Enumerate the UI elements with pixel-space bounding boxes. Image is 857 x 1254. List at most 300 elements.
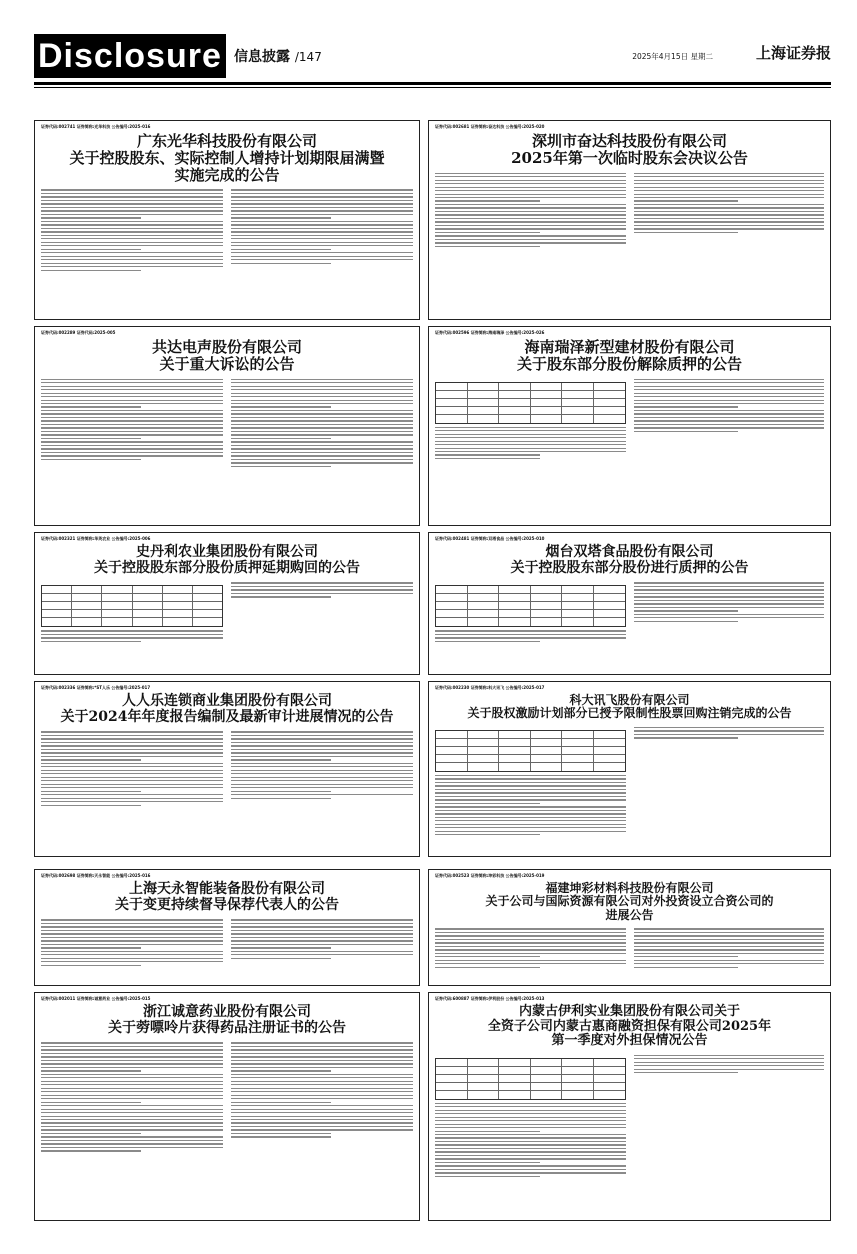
text-line <box>435 242 626 243</box>
text-line <box>41 459 141 460</box>
text-line <box>435 641 540 642</box>
text-line <box>41 784 223 785</box>
text-line <box>435 183 626 184</box>
text-line <box>634 173 825 174</box>
table-cell <box>436 594 468 601</box>
announcement-title-line: 人人乐连锁商业集团股份有限公司 <box>122 693 332 709</box>
text-line <box>435 803 540 804</box>
table-cell <box>562 1059 594 1066</box>
text-line <box>41 263 223 264</box>
text-line <box>41 756 223 757</box>
table-cell <box>562 755 594 762</box>
table-cell <box>193 618 222 626</box>
text-line <box>634 431 739 432</box>
text-line <box>634 953 825 954</box>
text-line <box>435 817 626 818</box>
text-line <box>231 593 413 594</box>
table-cell <box>163 610 193 617</box>
text-line <box>231 434 413 435</box>
text-line <box>41 1102 141 1103</box>
text-line <box>41 1098 223 1099</box>
text-line <box>231 954 413 955</box>
table-cell <box>436 747 468 754</box>
announcement-body <box>435 173 824 250</box>
announcement-title-line: 关于控股股东部分股份进行质押的公告 <box>510 559 749 576</box>
text-line <box>231 438 331 439</box>
text-line <box>634 593 825 594</box>
text-line <box>231 794 413 795</box>
table-cell <box>562 1075 594 1082</box>
text-line <box>41 1116 223 1117</box>
text-line <box>634 403 825 404</box>
text-line <box>231 452 413 453</box>
text-line <box>231 189 413 190</box>
text-line <box>231 742 413 743</box>
text-line <box>435 1120 626 1121</box>
announcement-meta: 证券代码:002289 证券代码:2025-005 <box>41 330 116 335</box>
text-line <box>435 1106 626 1107</box>
announcement-title-line: 内蒙古伊利实业集团股份有限公司关于 <box>518 1004 740 1019</box>
announcement-meta: 证券代码:002523 证券简称:坤彩科技 公告编号:2025-019 <box>435 873 545 878</box>
text-line <box>231 756 413 757</box>
body-column <box>41 919 223 968</box>
disclosure-table <box>435 730 626 772</box>
table-cell <box>531 755 563 762</box>
text-line <box>634 427 825 428</box>
text-line <box>41 1049 223 1050</box>
text-line <box>435 824 626 825</box>
table-cell <box>499 763 531 771</box>
text-line <box>41 1129 223 1130</box>
table-cell <box>499 383 531 390</box>
text-line <box>634 932 825 933</box>
table-row <box>42 618 222 626</box>
text-line <box>41 958 223 959</box>
text-line <box>41 630 223 631</box>
text-line <box>435 637 626 638</box>
text-line <box>41 735 223 736</box>
text-line <box>41 410 223 411</box>
table-cell <box>468 399 500 406</box>
text-line <box>41 448 223 449</box>
table-cell <box>562 763 594 771</box>
text-line <box>231 735 413 736</box>
text-line <box>41 801 223 802</box>
text-line <box>435 218 626 219</box>
text-line <box>231 427 413 428</box>
text-line <box>231 448 413 449</box>
table-cell <box>436 383 468 390</box>
table-cell <box>468 602 500 609</box>
text-line <box>231 1081 413 1082</box>
table-row <box>436 755 625 763</box>
text-line <box>41 441 223 442</box>
text-line <box>41 937 223 938</box>
text-line <box>231 777 413 778</box>
text-line <box>41 1070 141 1071</box>
text-line <box>231 210 413 211</box>
text-line <box>435 634 626 635</box>
text-line <box>231 923 413 924</box>
body-column <box>41 731 223 808</box>
disclosure-table <box>435 585 626 627</box>
table-cell <box>468 747 500 754</box>
announcement-title-line: 关于公司与国际资源有限公司对外投资设立合资公司的 <box>485 894 774 909</box>
text-line <box>231 1053 413 1054</box>
table-cell <box>594 399 625 406</box>
table-cell <box>562 383 594 390</box>
text-line <box>231 749 413 750</box>
table-cell <box>531 731 563 738</box>
table-cell <box>436 407 468 414</box>
table-cell <box>531 594 563 601</box>
table-cell <box>562 731 594 738</box>
text-line <box>435 1127 626 1128</box>
text-line <box>634 382 825 383</box>
text-line <box>41 249 141 250</box>
text-line <box>231 926 413 927</box>
text-line <box>231 393 413 394</box>
text-line <box>435 1113 626 1114</box>
announcement-body <box>41 379 413 470</box>
table-cell <box>594 755 625 762</box>
table-cell <box>562 747 594 754</box>
table-row <box>436 739 625 747</box>
text-line <box>231 947 331 948</box>
text-line <box>41 452 223 453</box>
text-line <box>634 221 825 222</box>
text-line <box>41 947 141 948</box>
text-line <box>41 1063 223 1064</box>
text-line <box>634 1065 825 1066</box>
text-line <box>231 586 413 587</box>
table-cell <box>531 602 563 609</box>
text-line <box>435 778 626 779</box>
text-line <box>634 949 825 950</box>
text-line <box>231 242 413 243</box>
announcement-meta: 证券代码:002741 证券简称:光华科技 公告编号:2025-016 <box>41 124 151 129</box>
text-line <box>231 221 413 222</box>
text-line <box>435 225 626 226</box>
text-line <box>231 424 413 425</box>
text-line <box>41 923 223 924</box>
text-line <box>435 785 626 786</box>
table-row <box>436 586 625 594</box>
text-line <box>41 1109 223 1110</box>
table-cell <box>436 618 468 626</box>
table-cell <box>499 1075 531 1082</box>
table-cell <box>468 415 500 423</box>
text-line <box>231 940 413 941</box>
table-row <box>436 1083 625 1091</box>
text-line <box>435 1158 626 1159</box>
text-line <box>435 434 626 435</box>
body-column <box>634 727 825 838</box>
text-line <box>231 1074 413 1075</box>
text-line <box>231 1046 413 1047</box>
table-cell <box>531 1059 563 1066</box>
text-line <box>41 637 223 638</box>
table-cell <box>499 391 531 398</box>
text-line <box>231 596 331 597</box>
text-line <box>41 386 223 387</box>
text-line <box>231 379 413 380</box>
text-line <box>634 610 739 611</box>
text-line <box>435 834 540 835</box>
text-line <box>41 245 223 246</box>
announcement-title-line: 关于䓖嘌呤片获得药品注册证书的公告 <box>108 1019 346 1036</box>
text-line <box>41 1143 223 1144</box>
table-cell <box>163 586 193 593</box>
text-line <box>435 437 626 438</box>
body-column <box>634 173 825 250</box>
text-line <box>41 805 141 806</box>
table-row <box>42 602 222 610</box>
text-line <box>41 200 223 201</box>
announcement-title-line: 关于2024年年度报告编制及最新审计进展情况的公告 <box>60 708 394 725</box>
text-line <box>435 956 540 957</box>
text-line <box>634 942 825 943</box>
text-line <box>41 238 223 239</box>
text-line <box>435 1103 626 1104</box>
text-line <box>435 820 626 821</box>
table-row <box>436 383 625 391</box>
table-cell <box>436 602 468 609</box>
text-line <box>231 193 413 194</box>
announcement-title <box>41 545 413 576</box>
table-row <box>436 610 625 618</box>
text-line <box>634 621 739 622</box>
table-cell <box>499 1067 531 1074</box>
announcement-title <box>435 545 824 576</box>
text-line <box>41 738 223 739</box>
paper-name: 上海证券报 <box>755 44 831 62</box>
text-line <box>41 951 223 952</box>
text-line <box>231 224 413 225</box>
text-line <box>41 773 223 774</box>
table-cell <box>594 1091 625 1099</box>
text-line <box>634 420 825 421</box>
table-cell <box>562 399 594 406</box>
disclosure-table <box>435 382 626 424</box>
announcement-title-line: 2025年第一次临时股东会决议公告 <box>511 148 748 167</box>
text-line <box>41 930 223 931</box>
text-line <box>231 773 413 774</box>
text-line <box>634 393 825 394</box>
text-line <box>231 951 413 952</box>
text-line <box>231 752 413 753</box>
announcement-meta: 证券代码:002481 证券简称:双塔食品 公告编号:2025-010 <box>435 536 545 541</box>
text-line <box>41 961 223 962</box>
table-cell <box>562 586 594 593</box>
text-line <box>435 180 626 181</box>
table-cell <box>436 399 468 406</box>
text-line <box>634 946 825 947</box>
text-line <box>41 752 223 753</box>
table-cell <box>594 747 625 754</box>
text-line <box>634 396 825 397</box>
table-cell <box>133 586 163 593</box>
section-title <box>234 46 322 66</box>
text-line <box>634 727 825 728</box>
text-line <box>435 942 626 943</box>
table-row <box>436 407 625 415</box>
announcement-title <box>41 694 413 725</box>
announcement-title-line: 科大讯飞股份有限公司 <box>569 693 690 707</box>
body-column <box>435 928 626 970</box>
text-line <box>231 1112 413 1113</box>
text-line <box>231 231 413 232</box>
announcement-title-line: 关于股东部分股份解除质押的公告 <box>516 354 742 373</box>
announcement-title-line: 广东光华科技股份有限公司 <box>136 132 317 150</box>
text-line <box>231 1084 413 1085</box>
text-line <box>41 944 223 945</box>
table-cell <box>42 594 72 601</box>
table-cell <box>72 594 102 601</box>
table-cell <box>436 1059 468 1066</box>
text-line <box>231 1126 413 1127</box>
table-cell <box>436 755 468 762</box>
announcement-body <box>41 582 413 644</box>
table-cell <box>531 618 563 626</box>
text-line <box>41 1056 223 1057</box>
announcement-a12 <box>428 992 831 1221</box>
text-line <box>41 431 223 432</box>
text-line <box>634 737 739 738</box>
text-line <box>435 813 626 814</box>
table-cell <box>72 602 102 609</box>
text-line <box>41 1126 223 1127</box>
announcement-meta: 证券代码:002681 证券简称:奋达科技 公告编号:2025-020 <box>435 124 545 129</box>
text-line <box>435 1117 626 1118</box>
announcement-a10 <box>428 869 831 986</box>
announcement-title-line: 关于变更持续督导保荐代表人的公告 <box>115 896 339 913</box>
text-line <box>435 949 626 950</box>
text-line <box>231 738 413 739</box>
table-cell <box>436 763 468 771</box>
text-line <box>41 196 223 197</box>
table-cell <box>594 1075 625 1082</box>
text-line <box>435 1144 626 1145</box>
text-line <box>231 217 331 218</box>
announcement-body <box>41 189 413 273</box>
body-column <box>41 189 223 273</box>
text-line <box>41 1095 223 1096</box>
text-line <box>41 1105 223 1106</box>
body-column <box>231 919 413 968</box>
text-line <box>231 787 413 788</box>
table-row <box>436 618 625 626</box>
table-cell <box>468 383 500 390</box>
text-line <box>435 789 626 790</box>
text-line <box>435 176 626 177</box>
text-line <box>634 607 825 608</box>
text-line <box>231 417 413 418</box>
table-cell <box>499 602 531 609</box>
text-line <box>435 960 626 961</box>
announcement-title <box>41 1005 413 1036</box>
text-line <box>41 396 223 397</box>
announcement-a2 <box>428 120 831 320</box>
announcement-title-line: 关于控股股东、实际控制人增持计划期限届满暨 <box>69 148 385 167</box>
text-line <box>435 963 626 964</box>
text-line <box>634 218 825 219</box>
text-line <box>435 207 626 208</box>
table-cell <box>594 594 625 601</box>
text-line <box>634 389 825 390</box>
text-line <box>231 919 413 920</box>
announcement-a5 <box>34 532 420 675</box>
announcement-title-line: 关于股权激励计划部分已授予限制性股票回购注销完成的公告 <box>467 706 792 721</box>
table-cell <box>594 586 625 593</box>
table-cell <box>468 1083 500 1090</box>
text-line <box>41 259 223 260</box>
text-line <box>634 204 825 205</box>
text-line <box>231 420 413 421</box>
announcement-meta: 证券代码:002230 证券简称:科大讯飞 公告编号:2025-017 <box>435 685 545 690</box>
disclosure-table <box>435 1058 626 1100</box>
text-line <box>41 455 223 456</box>
text-line <box>231 930 413 931</box>
text-line <box>435 1172 626 1173</box>
body-column <box>435 379 626 462</box>
text-line <box>41 798 223 799</box>
text-line <box>634 1072 739 1073</box>
text-line <box>231 396 413 397</box>
text-line <box>41 256 223 257</box>
text-line <box>231 1136 331 1137</box>
body-column <box>231 1042 413 1154</box>
text-line <box>634 730 825 731</box>
text-line <box>435 451 626 452</box>
header-rule <box>34 82 831 85</box>
text-line <box>435 799 626 800</box>
text-line <box>231 406 331 407</box>
body-column <box>435 727 626 838</box>
text-line <box>231 784 413 785</box>
text-line <box>435 430 626 431</box>
text-line <box>41 954 223 955</box>
table-cell <box>499 1091 531 1099</box>
text-line <box>231 1095 413 1096</box>
text-line <box>435 190 626 191</box>
table-row <box>42 594 222 602</box>
text-line <box>634 417 825 418</box>
table-cell <box>133 602 163 609</box>
text-line <box>231 462 413 463</box>
text-line <box>41 403 223 404</box>
text-line <box>41 634 223 635</box>
text-line <box>41 1122 223 1123</box>
text-line <box>41 1147 223 1148</box>
text-line <box>41 787 223 788</box>
text-line <box>231 245 413 246</box>
table-cell <box>562 1067 594 1074</box>
table-cell <box>562 594 594 601</box>
text-line <box>41 780 223 781</box>
text-line <box>435 1151 626 1152</box>
table-cell <box>499 399 531 406</box>
text-line <box>435 782 626 783</box>
table-cell <box>102 618 132 626</box>
table-cell <box>468 407 500 414</box>
announcement-a3 <box>34 326 420 526</box>
text-line <box>435 935 626 936</box>
text-line <box>435 194 626 195</box>
text-line <box>231 1102 331 1103</box>
table-cell <box>102 610 132 617</box>
text-line <box>435 173 626 174</box>
